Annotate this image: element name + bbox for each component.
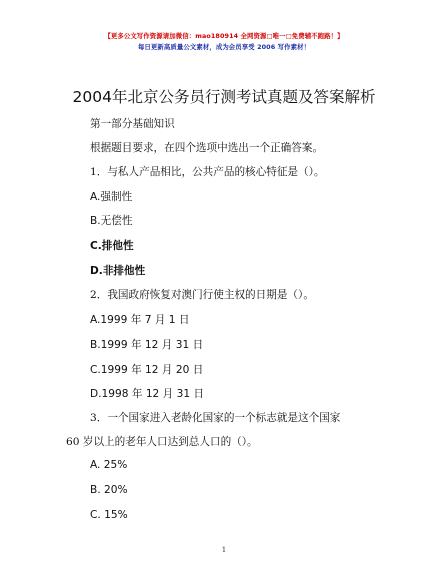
- question-2-stem: 2．我国政府恢复对澳门行使主权的日期是（）。: [90, 289, 314, 301]
- document-title: 2004年北京公务员行测考试真题及答案解析: [72, 88, 376, 106]
- section-heading: 第一部分基础知识: [90, 118, 175, 130]
- question-2-option-c: C.1999 年 12 月 20 日: [90, 364, 204, 376]
- instruction-text: 根据题目要求，在四个选项中选出一个正确答案。: [90, 142, 324, 154]
- question-3-stem-line-1: 3．一个国家进入老龄化国家的一个标志就是这个国家: [90, 412, 341, 424]
- promo-banner-line-1: 【更多公文写作资源请加微信：mao180914 全网资源□唯一□免费辅不跑路！】: [104, 32, 344, 40]
- question-1-option-b: B.无偿性: [90, 215, 133, 227]
- promo-banner-line-2: 每日更新高质量公文素材，成为会员享受 2006 写作素材！: [137, 43, 311, 51]
- question-2-option-d: D.1998 年 12 月 31 日: [90, 388, 205, 400]
- question-1-option-c: C.排他性: [90, 240, 134, 252]
- question-2-option-b: B.1999 年 12 月 31 日: [90, 339, 204, 351]
- question-1-stem: 1．与私人产品相比，公共产品的核心特征是（）。: [90, 166, 325, 178]
- question-3-option-c: C. 15%: [90, 509, 128, 521]
- question-1-option-d: D.非排他性: [90, 265, 146, 277]
- question-3-stem-line-2: 60 岁以上的老年人口达到总人口的（）。: [66, 436, 258, 448]
- page-number: 1: [221, 546, 227, 554]
- question-3-option-b: B. 20%: [90, 484, 128, 496]
- question-1-option-a: A.强制性: [90, 191, 133, 203]
- question-2-option-a: A.1999 年 7 月 1 日: [90, 314, 190, 326]
- question-3-option-a: A. 25%: [90, 459, 128, 471]
